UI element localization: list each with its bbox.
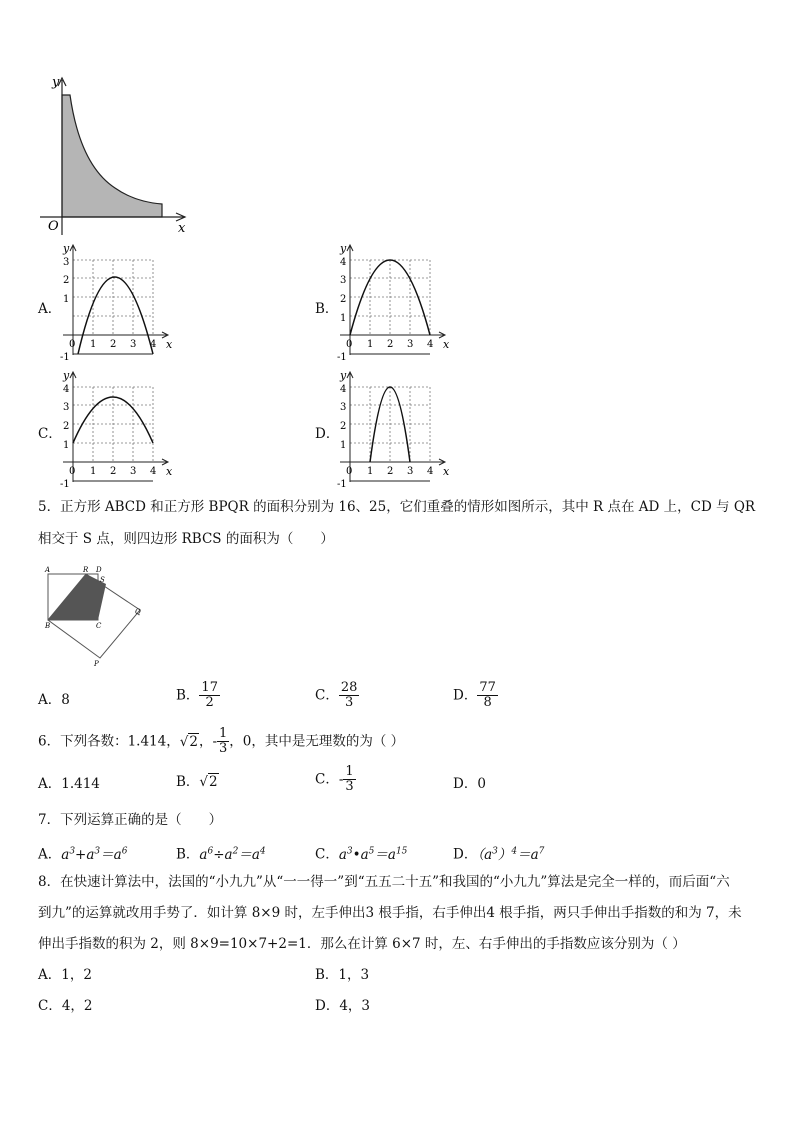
svg-text:3: 3	[63, 402, 70, 413]
q7-option-b[interactable]: B．$a^6\div a^2=a^4$	[176, 846, 266, 863]
svg-text:-1: -1	[337, 479, 347, 490]
svg-text:x: x	[166, 338, 173, 351]
option-b-label[interactable]: B．	[315, 301, 339, 317]
option-d-label[interactable]: D．	[315, 426, 340, 442]
svg-text:3: 3	[130, 339, 137, 350]
svg-text:4: 4	[427, 466, 434, 477]
svg-text:x: x	[166, 465, 173, 478]
q6-option-c[interactable]: C．- $\frac{1}{3}$	[315, 764, 354, 794]
top-origin-label: O	[48, 219, 59, 234]
svg-text:1: 1	[63, 294, 70, 305]
top-area-graph	[30, 70, 195, 240]
svg-text:y: y	[63, 369, 70, 382]
q5-option-a[interactable]: A．8	[38, 692, 70, 708]
graph-option-d	[335, 367, 460, 492]
svg-text:1: 1	[340, 440, 347, 451]
graph-option-b	[335, 240, 460, 365]
top-x-label: x	[178, 221, 186, 236]
svg-text:y: y	[340, 369, 347, 382]
shaded-region	[62, 95, 162, 217]
svg-text:C: C	[96, 622, 102, 630]
svg-text:1: 1	[340, 313, 347, 324]
q7-option-d[interactable]: D．$(a^3)^4=a^7$	[453, 846, 545, 863]
svg-text:4: 4	[150, 466, 157, 477]
q5-option-b[interactable]: B． $\frac{17}{2}$	[176, 680, 218, 710]
svg-text:P: P	[94, 660, 99, 668]
svg-text:2: 2	[340, 421, 347, 432]
q5-stem-line1: 5．正方形 ABCD 和正方形 BPQR 的面积分别为 16、25，它们重叠的情形如图所示，其中 R 点在 AD 上，CD 与 QR	[38, 499, 756, 515]
svg-text:2: 2	[110, 466, 117, 477]
q8-stem-line1: 8．在快速计算法中，法国的“小九九”从“一一得一”到“五五二十五”和我国的“小九九”算法是完全一样的，而后面“六	[38, 874, 730, 890]
option-c-label[interactable]: C．	[38, 426, 62, 442]
q8-stem-line2: 到九”的运算就改用手势了．如计算 8×9 时，左手伸出3 根手指，右手伸出4 根手指，两只手伸出手指数的和为 7，未	[38, 905, 742, 921]
svg-text:4: 4	[427, 339, 434, 350]
svg-text:2: 2	[340, 294, 347, 305]
q5-option-d[interactable]: D． $\frac{77}{8}$	[453, 680, 496, 710]
svg-text:D: D	[96, 566, 102, 574]
svg-text:B: B	[45, 622, 51, 630]
svg-text:4: 4	[340, 257, 347, 268]
q6-stem: 6．下列各数：1.414，√2，- $\frac{1}{3}$ ，0，其中是无理数的为（ ）	[38, 726, 405, 756]
svg-text:S: S	[100, 576, 105, 584]
svg-text:1: 1	[63, 440, 70, 451]
svg-text:-1: -1	[60, 479, 70, 490]
svg-text:3: 3	[340, 275, 347, 286]
graph-option-a	[58, 240, 183, 365]
shaded-rbcs	[48, 574, 106, 620]
svg-text:4: 4	[150, 339, 157, 350]
svg-text:1: 1	[367, 466, 374, 477]
q8-stem-line3: 伸出手指数的积为 2，则 8×9=10×7+2=1．那么在计算 6×7 时，左、右手伸出的手指数应该分别为（ ）	[38, 936, 686, 952]
svg-text:3: 3	[340, 402, 347, 413]
svg-text:3: 3	[407, 466, 414, 477]
svg-text:2: 2	[63, 275, 70, 286]
q8-option-a[interactable]: A．1，2	[38, 967, 92, 983]
option-a-label[interactable]: A．	[38, 301, 62, 317]
svg-text:-1: -1	[337, 352, 347, 363]
svg-text:x: x	[443, 465, 450, 478]
svg-text:2: 2	[110, 339, 117, 350]
q6-option-d[interactable]: D．0	[453, 776, 486, 792]
q7-stem: 7．下列运算正确的是（ ）	[38, 812, 223, 828]
graph-option-c	[58, 367, 183, 492]
q6-option-b[interactable]: B．√2	[176, 774, 218, 790]
q8-option-b[interactable]: B．1，3	[315, 967, 370, 983]
svg-text:0: 0	[346, 339, 353, 350]
svg-text:0: 0	[69, 466, 76, 477]
q6-option-a[interactable]: A．1.414	[38, 776, 100, 792]
q7-option-a[interactable]: A．$a^3+a^3=a^6$	[38, 846, 128, 863]
svg-text:2: 2	[387, 339, 394, 350]
svg-text:0: 0	[346, 466, 353, 477]
svg-text:3: 3	[407, 339, 414, 350]
svg-text:1: 1	[90, 339, 97, 350]
svg-text:0: 0	[69, 339, 76, 350]
q5-option-c[interactable]: C． $\frac{28}{3}$	[315, 680, 358, 710]
svg-text:y: y	[340, 242, 347, 255]
q5-stem-line2: 相交于 S 点，则四边形 RBCS 的面积为（ ）	[38, 531, 334, 547]
svg-text:R: R	[83, 566, 89, 574]
q5-square-figure	[38, 562, 158, 672]
svg-text:-1: -1	[60, 352, 70, 363]
svg-text:3: 3	[130, 466, 137, 477]
svg-text:y: y	[63, 242, 70, 255]
top-y-label: y	[52, 75, 60, 90]
q7-option-c[interactable]: C．$a^3•a^5=a^{15}$	[315, 846, 408, 863]
q8-option-d[interactable]: D．4，3	[315, 998, 371, 1014]
svg-text:1: 1	[90, 466, 97, 477]
svg-text:x: x	[443, 338, 450, 351]
svg-text:A: A	[45, 566, 51, 574]
svg-text:1: 1	[367, 339, 374, 350]
q8-option-c[interactable]: C．4，2	[38, 998, 93, 1014]
svg-text:4: 4	[63, 384, 70, 395]
svg-text:2: 2	[63, 421, 70, 432]
svg-text:2: 2	[387, 466, 394, 477]
svg-text:Q: Q	[135, 608, 141, 616]
svg-text:4: 4	[340, 384, 347, 395]
svg-text:3: 3	[63, 257, 70, 268]
